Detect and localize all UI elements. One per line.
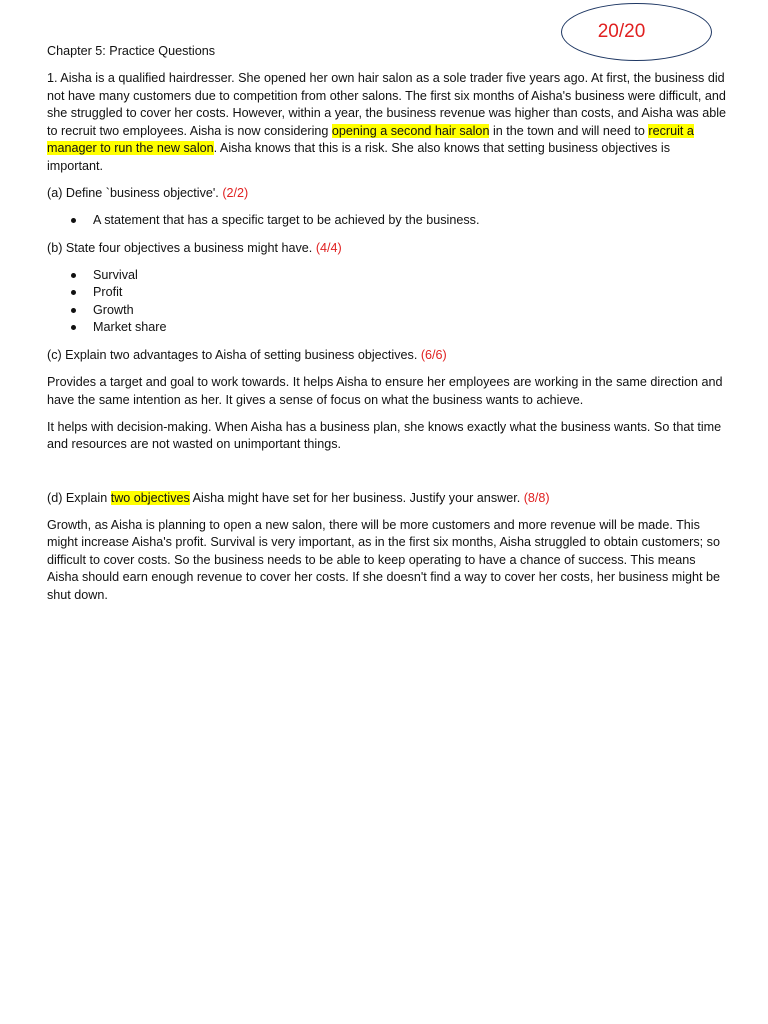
- list-item: Market share: [47, 319, 727, 337]
- question-c: [47, 347, 727, 365]
- highlight-recruit-manager: recruit a manager to run the new salon: [47, 123, 694, 156]
- question-text: (b) State four objectives a business might have.: [47, 240, 316, 255]
- chapter-heading: Chapter 5: Practice Questions: [47, 44, 215, 58]
- question-text: (d) Explain: [47, 490, 111, 505]
- case-study-text: [47, 70, 727, 175]
- highlight-two-objectives: two objectives: [110, 490, 190, 505]
- question-text: (c) Explain two advantages to Aisha of setting business objectives.: [47, 347, 421, 362]
- question-c-mark: (6/6): [420, 347, 447, 362]
- spacer: [47, 464, 727, 490]
- case-text-part: . Aisha knows that this is a risk. She also knows that setting business objectives is important.: [47, 141, 671, 173]
- answer-d-paragraph: Growth, as Aisha is planning to open a new salon, there will be more customers and more revenue will be made. This might increase Aisha's profit. Survival is very important, as in the first six months, Aisha struggled to obtain customers; so difficult to cover costs. So the business needs to be able to keep operating to have a chance of success. This means Aisha should earn enough revenue to cover her costs. If she doesn't find a way to cover her costs, her business might be shut down.: [47, 517, 721, 602]
- list-item: Profit: [47, 284, 727, 302]
- answer-c-paragraph: Provides a target and goal to work towards. It helps Aisha to ensure her employees are working in the same direction and have the same intention as her. It gives a sense of focus on what the business wants to achieve.: [47, 375, 723, 407]
- question-b-mark: (4/4): [315, 240, 342, 255]
- answer-a-list: [47, 212, 727, 230]
- question-b: [47, 240, 727, 258]
- question-text: (a) Define `business objective'.: [47, 186, 223, 201]
- answer-b-list: [47, 267, 727, 337]
- question-a: [47, 185, 727, 203]
- document-body: [47, 43, 727, 614]
- list-item: A statement that has a specific target to be achieved by the business.: [47, 212, 727, 230]
- answer-c-paragraph: It helps with decision-making. When Aisha has a business plan, she knows exactly what the business wants. So that time and resources are not wasted on unimportant things.: [47, 419, 722, 452]
- question-text: Aisha might have set for her business. Justify your answer.: [189, 490, 524, 505]
- question-d: [47, 490, 727, 508]
- question-a-mark: (2/2): [222, 186, 249, 201]
- list-item: Growth: [47, 302, 727, 320]
- case-text-part: in the town and will need to: [489, 123, 649, 138]
- case-text-part: 1. Aisha is a qualified hairdresser. She opened her own hair salon as a sole trader five years ago. At first, the business did not have many customers due to competition from other salons. The first six months of Aisha's business were difficult, and she struggled to cover her costs. However, within a year, the business revenue was higher than costs, and Aisha was able to recruit two employees. Aisha is now considering: [47, 71, 727, 138]
- question-d-mark: (8/8): [523, 490, 550, 505]
- highlight-second-salon: opening a second hair salon: [331, 123, 490, 138]
- score-label: 20/20: [597, 21, 646, 42]
- list-item: Survival: [47, 267, 727, 285]
